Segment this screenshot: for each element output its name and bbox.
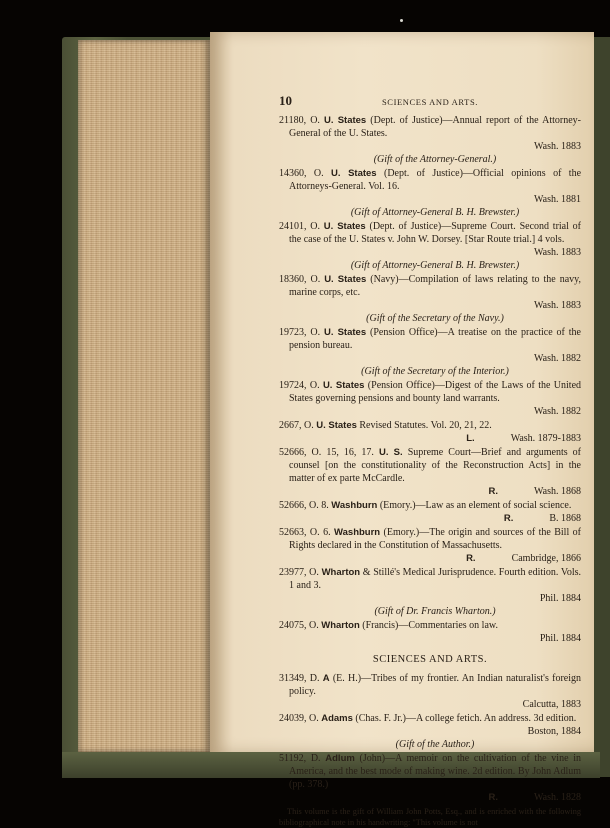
entry-text: (Dept. of Justice)—Official opinions of the Attorneys-General. Vol. 16. — [289, 168, 582, 192]
entry-imprint — [289, 791, 581, 804]
entry-number: 21180, O. — [279, 115, 320, 126]
binding-dot — [400, 19, 403, 22]
entry-gift: (Gift of the Author.) — [395, 739, 475, 750]
entry-imprint — [289, 592, 581, 605]
catalog-entry — [279, 114, 581, 166]
entry-text: (Pension Office)—Digest of the Laws of the United States governing pensions and bounty land warrants. — [289, 380, 582, 404]
entry-number: 2667, O. — [279, 420, 314, 431]
entry-name: U. States — [331, 168, 377, 179]
entry-name: U. States — [323, 221, 366, 232]
catalog-entry — [279, 526, 581, 565]
catalog-entry — [279, 326, 581, 378]
entry-text: (Navy)—Compilation of laws relating to the navy, marine corps, etc. — [289, 274, 581, 298]
entry-number: 52663, O. 6. — [279, 527, 331, 538]
entry-imprint — [289, 405, 581, 418]
catalog-entry — [279, 379, 581, 418]
entry-place-date: Wash. 1879-1883 — [510, 433, 581, 444]
catalog-entry — [279, 752, 581, 804]
entry-place-date: Wash. 1883 — [534, 141, 581, 152]
entry-text: (Emory.)—The origin and sources of the Bill of Rights declared in the Constitution of Massachusetts. — [289, 527, 581, 551]
footnote: This volume is the gift of William John Potts, Esq., and is enriched with the following bibliographical note in his handwriting: "This volume is not — [279, 807, 581, 827]
entry-place-date: Wash. 1828 — [534, 792, 581, 803]
entry-number: 19723, O. — [279, 327, 321, 338]
entry-place-date: B. 1868 — [549, 513, 581, 524]
entry-text: Revised Statutes. Vol. 20, 21, 22. — [356, 420, 492, 431]
entry-name: Wharton — [321, 620, 360, 631]
entry-imprint — [289, 552, 581, 565]
page-header — [279, 94, 581, 108]
entry-name: A — [322, 673, 330, 684]
entry-imprint — [289, 193, 581, 206]
entry-name: U. States — [322, 380, 365, 391]
entry-text: (Emory.)—Law as an element of social science. — [377, 500, 572, 511]
entry-name: U. S. — [378, 447, 403, 458]
entry-place-date: Wash. 1881 — [534, 194, 581, 205]
entry-name: U. States — [324, 274, 367, 285]
entry-text: & Stillé's Medical Jurisprudence. Fourth edition. Vols. 1 and 3. — [289, 567, 581, 591]
entry-text: (E. H.)—Tribes of my frontier. An Indian naturalist's foreign policy. — [289, 673, 581, 697]
entry-number: 52666, O. 15, 16, 17. — [279, 447, 374, 458]
entry-number: 52666, O. 8. — [279, 500, 329, 511]
entries-sciences — [279, 672, 581, 804]
catalog-entry — [279, 566, 581, 618]
entry-number: 18360, O. — [279, 274, 321, 285]
entry-place-date: Calcutta, 1883 — [522, 699, 581, 710]
entry-imprint — [289, 432, 581, 445]
entry-name: Adams — [321, 713, 353, 724]
entry-text: (Francis)—Commentaries on law. — [359, 620, 498, 631]
entry-imprint — [289, 725, 581, 738]
entries — [279, 114, 581, 828]
entry-text: (John)—A memoir on the cultivation of the vine in America, and the best mode of making wine. 2d edition. By John Adlum (pp. 378.) — [289, 753, 581, 790]
entries-law — [279, 114, 581, 645]
catalog-entry — [279, 419, 581, 445]
entry-place-date: Boston, 1884 — [527, 726, 581, 737]
entry-gift: (Gift of the Secretary of the Navy.) — [366, 313, 504, 324]
entry-number: 24101, O. — [279, 221, 320, 232]
entry-gift: (Gift of Attorney-General B. H. Brewster.) — [350, 207, 520, 218]
entry-name: U. States — [324, 115, 367, 126]
entry-imprint — [289, 140, 581, 153]
entry-gift: (Gift of the Secretary of the Interior.) — [361, 366, 509, 377]
entry-mark: R. — [503, 513, 514, 524]
entry-imprint — [289, 485, 581, 498]
catalog-entry — [279, 446, 581, 498]
entry-imprint — [289, 698, 581, 711]
entry-mark: R. — [488, 792, 499, 803]
catalog-entry — [279, 273, 581, 325]
book-page — [210, 32, 594, 827]
entry-place-date: Wash. 1883 — [534, 247, 581, 258]
entry-number: 24075, O. — [279, 620, 319, 631]
catalog-entry — [279, 499, 581, 525]
catalog-entry — [279, 220, 581, 272]
entry-text: (Dept. of Justice)—Annual report of the Attorney-General of the U. States. — [289, 115, 582, 139]
catalog-entry — [279, 167, 581, 219]
catalog-entry — [279, 712, 581, 751]
page-edges — [78, 40, 210, 752]
entry-name: U. States — [324, 327, 367, 338]
section-title: SCIENCES AND ARTS. — [372, 654, 488, 665]
entry-mark: R. — [466, 553, 476, 564]
page-number: 10 — [279, 93, 292, 108]
entry-place-date: Wash. 1882 — [534, 406, 581, 417]
entry-place-date: Wash. 1868 — [534, 486, 581, 497]
entry-gift: (Gift of the Attorney-General.) — [373, 154, 497, 165]
entry-number: 24039, O. — [279, 713, 319, 724]
entry-imprint — [289, 632, 581, 645]
entry-place-date: Phil. 1884 — [539, 633, 581, 644]
entry-place-date: Cambridge, 1866 — [511, 553, 581, 564]
entry-number: 19724, O. — [279, 380, 320, 391]
entry-imprint — [289, 246, 581, 259]
entry-imprint — [289, 512, 581, 525]
running-head: SCIENCES AND ARTS. — [381, 97, 479, 107]
entry-text: (Pension Office)—A treatise on the practice of the pension bureau. — [289, 327, 581, 351]
entry-name: Washburn — [331, 500, 378, 511]
catalog-entry — [279, 672, 581, 711]
entry-number: 14360, O. — [279, 168, 324, 179]
entry-name: Adlum — [325, 753, 355, 764]
catalog-entry — [279, 619, 581, 645]
entry-mark: L. — [466, 433, 475, 444]
entry-name: Washburn — [334, 527, 381, 538]
entry-text: Supreme Court—Brief and arguments of counsel [on the constitutionality of the Reconstruction Acts] in the matter of ex parte McCardle. — [289, 447, 581, 484]
entry-gift: (Gift of Dr. Francis Wharton.) — [374, 606, 496, 617]
entry-text: (Chas. F. Jr.)—A college fetich. An address. 3d edition. — [352, 713, 577, 724]
entry-place-date: Wash. 1882 — [534, 353, 581, 364]
entry-number: 31349, D. — [279, 673, 320, 684]
entry-name: U. States — [316, 420, 357, 431]
entry-number: 23977, O. — [279, 567, 319, 578]
entry-place-date: Phil. 1884 — [539, 593, 581, 604]
entry-gift: (Gift of Attorney-General B. H. Brewster.) — [350, 260, 520, 271]
entry-place-date: Wash. 1883 — [534, 300, 581, 311]
entry-name: Wharton — [321, 567, 361, 578]
entry-imprint — [289, 299, 581, 312]
entry-text: (Dept. of Justice)—Supreme Court. Second trial of the case of the U. States v. John W. Dorsey. [Star Route trial.] 4 vols. — [289, 221, 581, 245]
entry-mark: R. — [488, 486, 499, 497]
entry-number: 51192, D. — [279, 753, 321, 764]
entry-imprint — [289, 352, 581, 365]
